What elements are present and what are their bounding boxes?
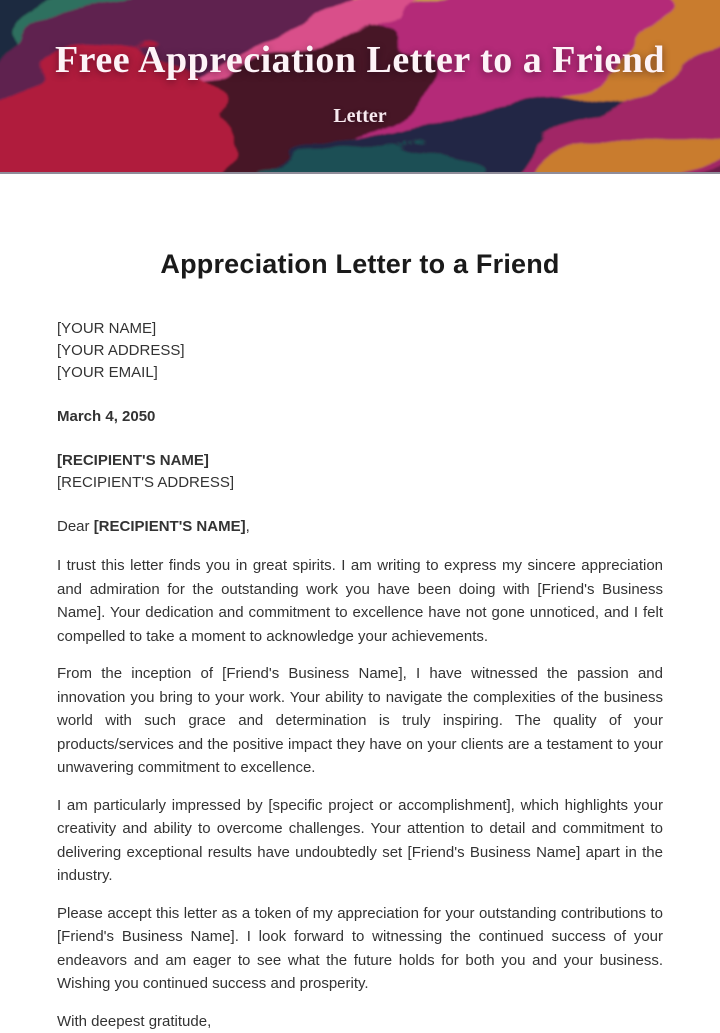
sender-email: [YOUR EMAIL] (57, 364, 158, 381)
body-paragraph-2: From the inception of [Friend's Business Name], I have witnessed the passion and innovation you bring to your work. Your ability to navigate the complexities of the business world with such grace and determination is truly inspiring. The quality of your products/services and the positive impact they have on your clients are a testament to your unwavering commitment to excellence. (57, 665, 663, 776)
letter-date: March 4, 2050 (57, 408, 156, 425)
salutation-recipient-name: [RECIPIENT'S NAME] (93, 518, 246, 535)
document-title: Appreciation Letter to a Friend (160, 249, 560, 279)
body-paragraph-1: I trust this letter finds you in great spirits. I am writing to express my sincere appreciation and admiration for the outstanding work you have been doing with [Friend's Business Name]. Your dedication and commitment to excellence have not gone unnoticed, and I felt compelled to take a moment to acknowledge your achievements. (57, 557, 663, 645)
sender-address: [YOUR ADDRESS] (57, 342, 185, 359)
body-paragraph-4: Please accept this letter as a token of my appreciation for your outstanding contributions to [Friend's Business Name]. I look forward to witnessing the continued success of your endeavors and am eager to see what the future holds for both you and your business. Wishing you continued success and prosperity. (57, 904, 663, 992)
salutation (57, 516, 663, 538)
salutation-prefix: Dear (57, 518, 94, 535)
hero-title: Free Appreciation Letter to a Friend (54, 39, 666, 81)
abstract-fluid-art-background (0, 0, 720, 172)
hero-subtitle: Letter (333, 105, 387, 127)
recipient-block (57, 450, 663, 494)
salutation-suffix: , (245, 518, 250, 535)
letter-sheet (0, 248, 720, 1033)
recipient-name: [RECIPIENT'S NAME] (57, 452, 209, 469)
body-paragraph-3: I am particularly impressed by [specific project or accomplishment], which highlights your creativity and ability to overcome challenges. Your attention to detail and commitment to delivering exceptional results have undoubtedly set [Friend's Business Name] apart in the industry. (57, 796, 663, 884)
sender-name: [YOUR NAME] (57, 320, 157, 337)
hero-banner (0, 0, 720, 174)
recipient-address: [RECIPIENT'S ADDRESS] (57, 474, 235, 491)
closing-line: With deepest gratitude, (57, 1012, 212, 1030)
sender-block (57, 318, 663, 384)
